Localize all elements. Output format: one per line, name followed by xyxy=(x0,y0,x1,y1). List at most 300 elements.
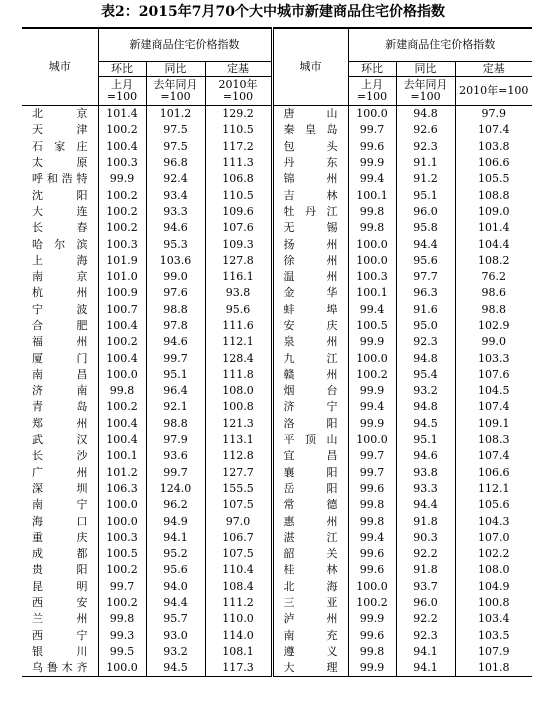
mom-value-left: 99.5 xyxy=(98,644,146,660)
mom-value-left: 100.4 xyxy=(98,139,146,155)
mom-value-left: 99.8 xyxy=(98,383,146,399)
mom-value-right: 100.2 xyxy=(348,367,396,383)
yoy-value-left: 98.8 xyxy=(146,416,205,432)
mom-value-right: 100.0 xyxy=(348,432,396,448)
yoy-sub-left: 去年同月=100 xyxy=(146,77,205,106)
city-name-right: 北海 xyxy=(272,579,348,595)
mom-value-right: 100.0 xyxy=(348,253,396,269)
yoy-value-left: 94.9 xyxy=(146,513,205,529)
city-name-left: 厦门 xyxy=(22,350,98,366)
base-header-left: 定基 xyxy=(205,62,272,77)
base-header-right: 定基 xyxy=(455,62,532,77)
mom-value-right: 99.8 xyxy=(348,497,396,513)
mom-value-left: 100.2 xyxy=(98,562,146,578)
city-name-left: 杭州 xyxy=(22,285,98,301)
mom-value-left: 100.9 xyxy=(98,285,146,301)
base-value-right: 102.2 xyxy=(478,547,510,561)
city-name-left: 石家庄 xyxy=(22,139,98,155)
mom-sub-left: 上月=100 xyxy=(98,77,146,106)
yoy-value-left: 94.4 xyxy=(146,595,205,611)
base-value-right: 108.0 xyxy=(478,563,510,577)
table-body xyxy=(22,106,532,677)
yoy-value-right: 93.7 xyxy=(396,579,455,595)
table-row xyxy=(22,204,532,220)
yoy-value-left: 97.6 xyxy=(146,285,205,301)
yoy-value-right: 95.0 xyxy=(396,318,455,334)
yoy-value-left: 93.2 xyxy=(146,644,205,660)
mom-value-left: 100.0 xyxy=(98,660,146,677)
city-name-left: 青岛 xyxy=(22,399,98,415)
mom-value-left: 101.0 xyxy=(98,269,146,285)
city-name-right: 桂林 xyxy=(272,562,348,578)
table-row xyxy=(22,187,532,203)
mom-value-left: 100.7 xyxy=(98,302,146,318)
yoy-value-left: 94.0 xyxy=(146,579,205,595)
city-name-left: 昆明 xyxy=(22,579,98,595)
yoy-value-right: 95.6 xyxy=(396,253,455,269)
base-value-right: 107.4 xyxy=(478,123,510,137)
yoy-value-left: 99.0 xyxy=(146,269,205,285)
base-value-right: 98.8 xyxy=(481,302,507,316)
table-row xyxy=(22,595,532,611)
base-value-left: 111.8 xyxy=(205,367,272,383)
city-name-left: 长春 xyxy=(22,220,98,236)
yoy-value-left: 97.9 xyxy=(146,432,205,448)
yoy-value-right: 94.4 xyxy=(396,497,455,513)
city-name-left: 太原 xyxy=(22,155,98,171)
yoy-value-left: 97.5 xyxy=(146,122,205,138)
city-name-right: 襄阳 xyxy=(272,465,348,481)
base-value-right: 106.6 xyxy=(478,156,510,170)
city-name-left: 乌鲁木齐 xyxy=(22,660,98,677)
yoy-value-left: 95.6 xyxy=(146,562,205,578)
base-value-left: 106.7 xyxy=(205,530,272,546)
table-row xyxy=(22,236,532,252)
base-value-left: 108.4 xyxy=(205,579,272,595)
mom-value-right: 99.9 xyxy=(348,155,396,171)
mom-value-left: 100.2 xyxy=(98,399,146,415)
base-value-left: 107.5 xyxy=(205,497,272,513)
table-row xyxy=(22,350,532,366)
city-header-left: 城市 xyxy=(22,28,98,106)
base-value-right: 97.9 xyxy=(481,107,507,121)
base-value-left: 127.8 xyxy=(205,253,272,269)
mom-value-right: 99.9 xyxy=(348,383,396,399)
mom-value-left: 106.3 xyxy=(98,481,146,497)
base-value-right: 108.8 xyxy=(478,188,510,202)
city-name-left: 海口 xyxy=(22,513,98,529)
city-name-right: 丹东 xyxy=(272,155,348,171)
base-value-right: 108.2 xyxy=(478,253,510,267)
yoy-value-right: 91.2 xyxy=(396,171,455,187)
city-name-left: 呼和浩特 xyxy=(22,171,98,187)
base-value-left: 129.2 xyxy=(205,106,272,123)
yoy-sub-right: 去年同月=100 xyxy=(396,77,455,106)
yoy-value-left: 124.0 xyxy=(146,481,205,497)
mom-value-left: 101.2 xyxy=(98,465,146,481)
base-value-left: 116.1 xyxy=(205,269,272,285)
city-name-right: 安庆 xyxy=(272,318,348,334)
yoy-value-left: 93.0 xyxy=(146,628,205,644)
city-name-left: 西安 xyxy=(22,595,98,611)
mom-value-right: 99.9 xyxy=(348,660,396,677)
city-name-right: 烟台 xyxy=(272,383,348,399)
table-row xyxy=(22,465,532,481)
city-name-right: 南充 xyxy=(272,628,348,644)
yoy-value-right: 90.3 xyxy=(396,530,455,546)
base-value-left: 114.0 xyxy=(205,628,272,644)
base-value-left: 107.6 xyxy=(205,220,272,236)
base-sub-left: 2010年=100 xyxy=(205,77,272,106)
mom-header-left: 环比 xyxy=(98,62,146,77)
city-header-right: 城市 xyxy=(272,28,348,106)
table-row xyxy=(22,318,532,334)
mom-value-right: 99.7 xyxy=(348,122,396,138)
mom-value-right: 100.0 xyxy=(348,579,396,595)
city-name-right: 遵义 xyxy=(272,644,348,660)
city-name-right: 泉州 xyxy=(272,334,348,350)
mom-value-left: 100.4 xyxy=(98,318,146,334)
table-row xyxy=(22,562,532,578)
yoy-value-left: 95.1 xyxy=(146,367,205,383)
table-row xyxy=(22,122,532,138)
base-value-right: 101.4 xyxy=(478,221,510,235)
mom-value-left: 99.9 xyxy=(98,171,146,187)
mom-value-right: 99.7 xyxy=(348,465,396,481)
table-row xyxy=(22,253,532,269)
mom-value-left: 100.2 xyxy=(98,204,146,220)
table-row xyxy=(22,416,532,432)
yoy-value-left: 101.2 xyxy=(146,106,205,123)
base-sub-right: 2010年=100 xyxy=(455,77,532,106)
yoy-value-right: 94.6 xyxy=(396,448,455,464)
base-value-right: 102.9 xyxy=(478,319,510,332)
city-name-right: 韶关 xyxy=(272,546,348,562)
mom-value-right: 99.4 xyxy=(348,399,396,415)
base-value-left: 112.8 xyxy=(205,448,272,464)
city-name-right: 九江 xyxy=(272,350,348,366)
base-value-left: 107.5 xyxy=(205,546,272,562)
base-value-right: 103.4 xyxy=(478,612,510,626)
base-value-left: 95.6 xyxy=(205,302,272,318)
yoy-value-left: 94.1 xyxy=(146,530,205,546)
base-value-left: 111.2 xyxy=(205,595,272,611)
city-name-right: 蚌埠 xyxy=(272,302,348,318)
base-value-right: 112.1 xyxy=(478,481,510,495)
base-value-left: 155.5 xyxy=(205,481,272,497)
base-value-left: 117.2 xyxy=(205,139,272,155)
city-name-right: 大理 xyxy=(272,660,348,677)
table-row xyxy=(22,383,532,399)
mom-value-right: 99.8 xyxy=(348,513,396,529)
city-name-right: 洛阳 xyxy=(272,416,348,432)
yoy-value-left: 94.5 xyxy=(146,660,205,677)
base-value-left: 112.1 xyxy=(205,334,272,350)
group-header-left: 新建商品住宅价格指数 xyxy=(98,28,272,62)
city-name-left: 南京 xyxy=(22,269,98,285)
city-name-right: 常德 xyxy=(272,497,348,513)
city-name-right: 唐山 xyxy=(272,106,348,123)
base-value-right: 105.6 xyxy=(478,498,510,512)
base-value-left: 127.7 xyxy=(205,465,272,481)
base-value-left: 109.3 xyxy=(205,236,272,252)
city-name-right: 岳阳 xyxy=(272,481,348,497)
yoy-value-left: 98.8 xyxy=(146,302,205,318)
base-value-right: 99.0 xyxy=(481,335,507,349)
base-value-right: 107.0 xyxy=(478,530,510,544)
mom-value-left: 100.0 xyxy=(98,513,146,529)
mom-value-left: 101.9 xyxy=(98,253,146,269)
mom-value-right: 99.6 xyxy=(348,628,396,644)
table-row xyxy=(22,171,532,187)
table-row xyxy=(22,285,532,301)
city-name-left: 沈阳 xyxy=(22,187,98,203)
mom-value-right: 100.1 xyxy=(348,187,396,203)
mom-value-right: 99.7 xyxy=(348,448,396,464)
base-value-left: 100.8 xyxy=(205,399,272,415)
base-value-left: 110.4 xyxy=(205,562,272,578)
city-name-left: 北京 xyxy=(22,106,98,123)
yoy-value-right: 94.1 xyxy=(396,644,455,660)
yoy-value-left: 93.4 xyxy=(146,187,205,203)
table-row xyxy=(22,497,532,513)
yoy-value-left: 99.7 xyxy=(146,350,205,366)
city-name-left: 福州 xyxy=(22,334,98,350)
yoy-value-right: 95.1 xyxy=(396,432,455,448)
city-name-right: 平顶山 xyxy=(272,432,348,448)
base-value-left: 121.3 xyxy=(205,416,272,432)
base-value-left: 110.5 xyxy=(205,187,272,203)
city-name-left: 济南 xyxy=(22,383,98,399)
base-value-left: 111.6 xyxy=(205,318,272,334)
city-name-right: 温州 xyxy=(272,269,348,285)
table-row xyxy=(22,513,532,529)
mom-value-right: 100.0 xyxy=(348,350,396,366)
yoy-value-right: 95.4 xyxy=(396,367,455,383)
yoy-value-right: 91.8 xyxy=(396,562,455,578)
base-value-left: 108.0 xyxy=(205,383,272,399)
city-name-left: 南宁 xyxy=(22,497,98,513)
mom-value-left: 100.2 xyxy=(98,595,146,611)
mom-value-right: 99.6 xyxy=(348,562,396,578)
yoy-value-right: 93.2 xyxy=(396,383,455,399)
yoy-value-right: 92.3 xyxy=(396,334,455,350)
yoy-value-right: 93.8 xyxy=(396,465,455,481)
table-row xyxy=(22,334,532,350)
city-name-right: 泸州 xyxy=(272,611,348,627)
base-value-right: 98.6 xyxy=(481,286,507,300)
base-value-left: 97.0 xyxy=(205,513,272,529)
city-name-right: 包头 xyxy=(272,139,348,155)
base-value-left: 109.6 xyxy=(205,204,272,220)
table-row xyxy=(22,106,532,123)
city-name-left: 兰州 xyxy=(22,611,98,627)
yoy-value-right: 96.0 xyxy=(396,595,455,611)
yoy-value-left: 92.1 xyxy=(146,399,205,415)
base-value-right: 100.8 xyxy=(478,596,510,610)
yoy-value-right: 92.2 xyxy=(396,611,455,627)
base-value-right: 109.1 xyxy=(478,416,510,430)
mom-value-left: 99.3 xyxy=(98,628,146,644)
city-name-left: 深圳 xyxy=(22,481,98,497)
city-name-right: 锦州 xyxy=(272,171,348,187)
city-name-right: 徐州 xyxy=(272,253,348,269)
mom-value-right: 99.8 xyxy=(348,204,396,220)
base-value-right: 103.3 xyxy=(478,351,510,365)
yoy-value-left: 93.6 xyxy=(146,448,205,464)
mom-value-right: 99.6 xyxy=(348,481,396,497)
yoy-value-left: 95.7 xyxy=(146,611,205,627)
city-name-left: 上海 xyxy=(22,253,98,269)
table-row xyxy=(22,481,532,497)
base-value-left: 110.0 xyxy=(205,611,272,627)
city-name-left: 成都 xyxy=(22,546,98,562)
mom-value-left: 100.1 xyxy=(98,448,146,464)
yoy-value-left: 103.6 xyxy=(146,253,205,269)
yoy-value-left: 95.2 xyxy=(146,546,205,562)
yoy-value-right: 94.5 xyxy=(396,416,455,432)
yoy-value-right: 94.8 xyxy=(396,350,455,366)
table-row xyxy=(22,546,532,562)
base-value-right: 104.3 xyxy=(478,514,510,528)
base-value-right: 107.4 xyxy=(478,449,510,463)
yoy-value-left: 99.7 xyxy=(146,465,205,481)
mom-value-right: 100.1 xyxy=(348,285,396,301)
mom-value-left: 100.3 xyxy=(98,236,146,252)
city-name-left: 银川 xyxy=(22,644,98,660)
city-name-left: 西宁 xyxy=(22,628,98,644)
city-name-left: 重庆 xyxy=(22,530,98,546)
table-row xyxy=(22,644,532,660)
yoy-value-left: 92.4 xyxy=(146,171,205,187)
table-row xyxy=(22,367,532,383)
city-name-left: 长沙 xyxy=(22,448,98,464)
group-header-right: 新建商品住宅价格指数 xyxy=(348,28,532,62)
table-row xyxy=(22,432,532,448)
base-value-right: 109.0 xyxy=(478,204,510,218)
base-value-right: 101.8 xyxy=(455,660,532,677)
yoy-value-left: 97.5 xyxy=(146,139,205,155)
mom-value-left: 100.2 xyxy=(98,187,146,203)
yoy-value-left: 95.3 xyxy=(146,236,205,252)
price-index-table xyxy=(22,27,532,677)
city-name-left: 南昌 xyxy=(22,367,98,383)
mom-value-right: 100.0 xyxy=(348,236,396,252)
mom-value-right: 99.4 xyxy=(348,302,396,318)
yoy-value-left: 94.6 xyxy=(146,334,205,350)
mom-value-left: 99.8 xyxy=(98,611,146,627)
city-name-left: 广州 xyxy=(22,465,98,481)
city-name-right: 秦皇岛 xyxy=(272,122,348,138)
city-name-left: 贵阳 xyxy=(22,562,98,578)
base-value-left: 93.8 xyxy=(205,285,272,301)
yoy-value-right: 91.1 xyxy=(396,155,455,171)
city-name-right: 宜昌 xyxy=(272,448,348,464)
yoy-value-right: 92.3 xyxy=(396,139,455,155)
mom-value-left: 100.4 xyxy=(98,432,146,448)
yoy-value-right: 97.7 xyxy=(396,269,455,285)
mom-value-left: 100.0 xyxy=(98,497,146,513)
yoy-value-right: 92.6 xyxy=(396,122,455,138)
base-value-right: 76.2 xyxy=(481,270,507,284)
yoy-value-left: 93.3 xyxy=(146,204,205,220)
table-row xyxy=(22,399,532,415)
yoy-value-left: 94.6 xyxy=(146,220,205,236)
table-row xyxy=(22,302,532,318)
yoy-value-right: 92.2 xyxy=(396,546,455,562)
table-row xyxy=(22,448,532,464)
table-row xyxy=(22,139,532,155)
yoy-value-left: 96.8 xyxy=(146,155,205,171)
city-name-right: 扬州 xyxy=(272,236,348,252)
yoy-value-right: 94.8 xyxy=(396,399,455,415)
mom-value-right: 99.8 xyxy=(348,220,396,236)
yoy-header-left: 同比 xyxy=(146,62,205,77)
mom-value-left: 100.3 xyxy=(98,530,146,546)
city-name-right: 惠州 xyxy=(272,513,348,529)
base-value-left: 108.1 xyxy=(205,644,272,660)
city-name-left: 郑州 xyxy=(22,416,98,432)
table-row xyxy=(22,660,532,677)
yoy-value-left: 96.4 xyxy=(146,383,205,399)
yoy-value-right: 94.8 xyxy=(396,106,455,123)
base-value-right: 104.4 xyxy=(478,237,510,251)
base-value-right: 103.8 xyxy=(478,139,510,153)
mom-value-right: 100.3 xyxy=(348,269,396,285)
base-value-left: 110.5 xyxy=(205,122,272,138)
mom-value-left: 99.7 xyxy=(98,579,146,595)
mom-sub-right: 上月=100 xyxy=(348,77,396,106)
yoy-value-right: 94.1 xyxy=(396,660,455,677)
city-name-right: 牡丹江 xyxy=(272,204,348,220)
base-value-left: 113.1 xyxy=(205,432,272,448)
base-value-left: 106.8 xyxy=(205,171,272,187)
mom-value-left: 100.2 xyxy=(98,334,146,350)
table-title: 表2：2015年7月70个大中城市新建商品住宅价格指数 xyxy=(101,4,445,20)
mom-value-right: 100.5 xyxy=(348,318,396,334)
mom-value-right: 99.4 xyxy=(348,530,396,546)
mom-value-right: 100.2 xyxy=(348,595,396,611)
mom-value-left: 100.2 xyxy=(98,220,146,236)
yoy-value-right: 96.3 xyxy=(396,285,455,301)
yoy-value-left: 96.2 xyxy=(146,497,205,513)
base-value-right: 104.9 xyxy=(478,579,510,593)
table-row xyxy=(22,611,532,627)
mom-value-left: 100.5 xyxy=(98,546,146,562)
mom-value-right: 99.9 xyxy=(348,416,396,432)
city-name-left: 宁波 xyxy=(22,302,98,318)
base-value-right: 107.9 xyxy=(478,644,510,658)
base-value-left: 128.4 xyxy=(205,350,272,366)
base-value-right: 103.5 xyxy=(478,628,510,642)
base-value-right: 107.6 xyxy=(478,367,510,381)
base-value-left: 111.3 xyxy=(205,155,272,171)
yoy-value-right: 94.4 xyxy=(396,236,455,252)
table-row xyxy=(22,579,532,595)
table-row xyxy=(22,269,532,285)
city-name-right: 金华 xyxy=(272,285,348,301)
city-name-left: 天津 xyxy=(22,122,98,138)
city-name-left: 武汉 xyxy=(22,432,98,448)
table-header xyxy=(22,28,532,106)
city-name-left: 合肥 xyxy=(22,318,98,334)
mom-value-left: 100.0 xyxy=(98,367,146,383)
yoy-value-right: 91.6 xyxy=(396,302,455,318)
table-row xyxy=(22,628,532,644)
mom-value-right: 99.6 xyxy=(348,139,396,155)
mom-value-right: 99.9 xyxy=(348,611,396,627)
base-value-right: 105.5 xyxy=(478,172,510,186)
